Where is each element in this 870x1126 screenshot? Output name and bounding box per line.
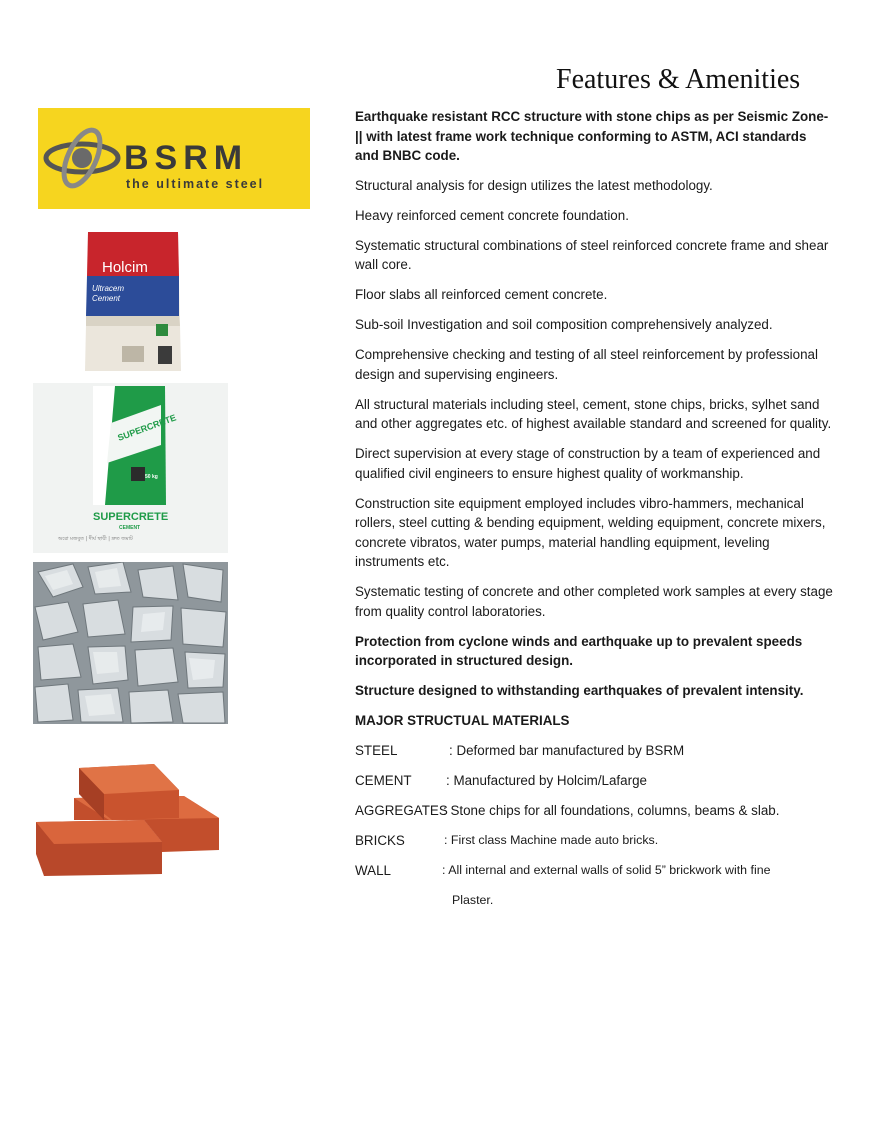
feature-paragraph: Comprehensive checking and testing of all steel reinforcement by professional design and supervising engineers. xyxy=(355,347,818,382)
material-row-wall xyxy=(355,861,833,891)
material-key: CEMENT xyxy=(355,773,412,788)
material-key: BRICKS xyxy=(355,833,405,848)
supercrete-bag-graphic xyxy=(33,383,228,553)
feature-paragraph: All structural materials including steel, cement, stone chips, bricks, sylhet sand and other aggregates etc. of highest available standard and screened for quality. xyxy=(355,396,832,432)
page-title: Features & Amenities xyxy=(556,64,801,95)
feature-paragraph: Structural analysis for design utilizes the latest methodology. xyxy=(355,178,713,194)
material-row-aggregates xyxy=(355,801,833,831)
bsrm-logo-image xyxy=(38,108,310,209)
bricks-image xyxy=(34,760,224,878)
feature-paragraph: Sub-soil Investigation and soil composition comprehensively analyzed. xyxy=(355,317,773,333)
material-row-steel xyxy=(355,741,833,771)
feature-paragraph: Structure designed to withstanding earthquakes of prevalent intensity. xyxy=(355,683,804,699)
supercrete-weight-text: 50 kg xyxy=(145,474,158,480)
bsrm-logo-graphic xyxy=(38,108,310,209)
stone-chips-image xyxy=(33,562,228,724)
supercrete-cement-bag-image xyxy=(33,383,228,553)
stone-chips-graphic xyxy=(33,562,228,724)
feature-paragraph: Construction site equipment employed includes vibro-hammers, mechanical rollers, steel cutting & bending equipment, welding equipment, concrete mixers, concrete vibratos, water pumps, material handling equipment, leveling instruments etc. xyxy=(355,495,826,570)
supercrete-footer-text: অরো মজবুত | দীর্ঘ স্থায়ী | দ্রুত জমাট xyxy=(58,536,133,542)
bsrm-brand-text: BSRM xyxy=(124,139,249,177)
bricks-graphic xyxy=(34,760,224,878)
material-key: STEEL xyxy=(355,743,398,758)
material-value: : All internal and external walls of solid 5” brickwork with fine xyxy=(442,863,771,877)
features-list xyxy=(355,107,833,910)
material-row-cement xyxy=(355,771,833,801)
materials-heading: MAJOR STRUCTUAL MATERIALS xyxy=(355,713,570,729)
material-value: : Stone chips for all foundations, columns, beams & slab. xyxy=(443,803,780,818)
feature-paragraph: Systematic testing of concrete and other completed work samples at every stage from quality control laboratories. xyxy=(355,584,833,619)
material-key: AGGREGATES xyxy=(355,803,448,818)
supercrete-sub-text: CEMENT xyxy=(119,525,141,531)
feature-paragraph: Earthquake resistant RCC structure with stone chips as per Seismic Zone-|| with latest frame work technique conforming to ASTM, ACI standards and BNBC code. xyxy=(355,109,829,164)
material-value: : Deformed bar manufactured by BSRM xyxy=(449,743,685,758)
holcim-product-sub-text: Cement xyxy=(92,294,121,303)
supercrete-bag-brand-text: SUPERCRETE xyxy=(116,412,178,443)
feature-paragraph: Heavy reinforced cement concrete foundation. xyxy=(355,207,629,223)
feature-paragraph: Protection from cyclone winds and earthquake up to prevalent speeds incorporated in structured design. xyxy=(355,633,803,669)
material-value: : First class Machine made auto bricks. xyxy=(444,833,659,847)
feature-paragraph: Systematic structural combinations of steel reinforced concrete frame and shear wall core. xyxy=(355,237,829,273)
supercrete-brand-text: SUPERCRETE xyxy=(93,511,169,523)
material-key: WALL xyxy=(355,863,391,878)
material-row-bricks xyxy=(355,831,833,861)
holcim-bag-graphic xyxy=(82,228,184,375)
material-continuation: Plaster. xyxy=(452,893,494,907)
holcim-cement-bag-image xyxy=(82,228,184,375)
feature-paragraph: Direct supervision at every stage of construction by a team of experienced and qualified civil engineers to ensure highest quality of workmanship. xyxy=(355,446,821,481)
feature-paragraph: Floor slabs all reinforced cement concrete. xyxy=(355,287,608,303)
material-value: : Manufactured by Holcim/Lafarge xyxy=(446,773,647,788)
bsrm-tagline-text: the ultimate steel xyxy=(126,177,265,191)
holcim-product-text: Ultracem xyxy=(92,284,125,293)
holcim-brand-text: Holcim xyxy=(102,259,148,276)
